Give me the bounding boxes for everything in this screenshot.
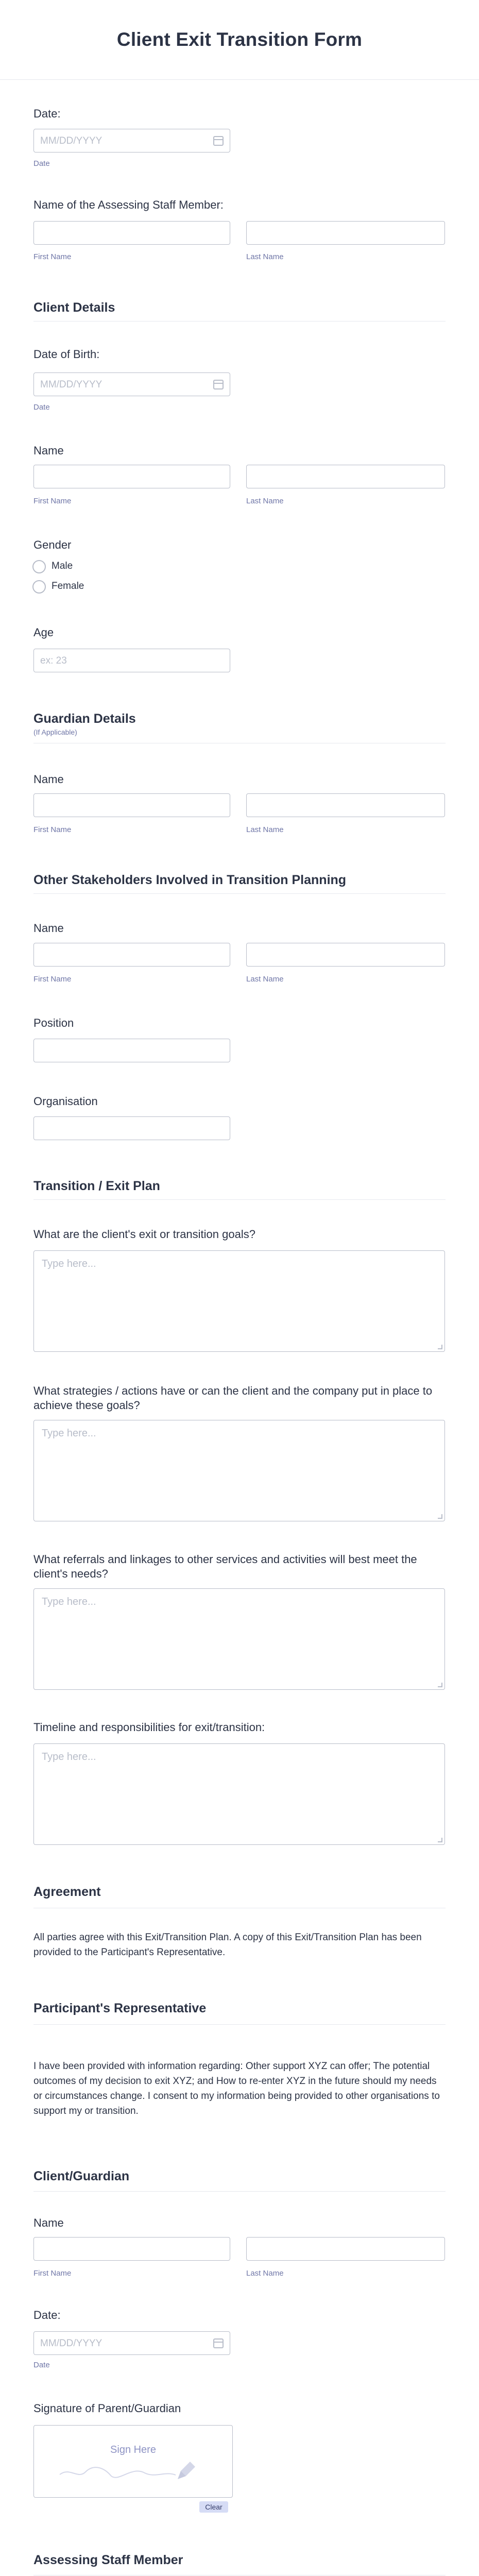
client-last-name-input[interactable] [246,465,445,488]
plan-heading: Transition / Exit Plan [33,1179,160,1193]
client-details-heading: Client Details [33,300,115,315]
date-placeholder: MM/DD/YYYY [40,135,102,146]
date-input[interactable] [33,129,230,152]
client-guardian-date-label: Date: [33,2309,61,2321]
plan-q2-label: What strategies / actions have or can the client and the company put in place to achieve these goals? [33,1384,433,1412]
date-placeholder: MM/DD/YYYY [40,2338,102,2349]
assessor-last-name-input[interactable] [246,221,445,245]
resize-handle-icon[interactable] [438,1514,442,1519]
organisation-input[interactable] [33,1116,230,1140]
last-name-sublabel: Last Name [246,252,284,261]
dob-sublabel: Date [33,403,50,412]
gender-female-label[interactable]: Female [52,581,84,591]
last-name-sublabel: Last Name [246,497,284,505]
guardian-first-name-input[interactable] [33,793,230,817]
textarea-placeholder: Type here... [42,1258,96,1269]
organisation-label: Organisation [33,1095,98,1108]
representative-text: I have been provided with information regarding: Other support XYZ can offer; The potential outcomes of my decision to exit XYZ; and How to re-enter XYZ in the future should my needs or circumstances change. I consent to my information being provided to other organisations to support my or transition. [33,2061,440,2116]
calendar-icon[interactable] [213,136,224,146]
guardian-signature-label: Signature of Parent/Guardian [33,2402,181,2415]
guardian-signature-clear-button[interactable]: Clear [199,2501,228,2513]
client-name-label: Name [33,444,64,457]
stakeholder-first-name-input[interactable] [33,943,230,967]
textarea-placeholder: Type here... [42,1751,96,1762]
assessor-first-name-input[interactable] [33,221,230,245]
client-guardian-heading: Client/Guardian [33,2169,130,2183]
calendar-icon[interactable] [213,380,224,389]
age-label: Age [33,626,54,639]
plan-q1-textarea[interactable] [33,1250,445,1352]
guardian-last-name-input[interactable] [246,793,445,817]
last-name-sublabel: Last Name [246,975,284,984]
dob-input[interactable] [33,372,230,396]
stakeholders-heading: Other Stakeholders Involved in Transition Planning [33,873,347,887]
representative-heading: Participant's Representative [33,2001,207,2015]
date-sublabel: Date [33,2361,50,2369]
client-guardian-date-input[interactable] [33,2331,230,2355]
client-guardian-first-name-input[interactable] [33,2237,230,2261]
stakeholder-name-label: Name [33,922,64,935]
assessor-label: Name of the Assessing Staff Member: [33,198,224,211]
age-placeholder: ex: 23 [40,655,67,666]
textarea-placeholder: Type here... [42,1596,96,1607]
first-name-sublabel: First Name [33,497,72,505]
client-first-name-input[interactable] [33,465,230,488]
calendar-icon[interactable] [213,2338,224,2348]
plan-q4-label: Timeline and responsibilities for exit/transition: [33,1721,265,1734]
textarea-placeholder: Type here... [42,1428,96,1439]
date-label: Date: [33,107,61,120]
position-label: Position [33,1016,74,1029]
first-name-sublabel: First Name [33,252,72,261]
guardian-signature-pad[interactable] [33,2425,233,2498]
guardian-subheading: (If Applicable) [33,728,77,736]
divider [33,2024,446,2025]
resize-handle-icon[interactable] [438,1345,442,1349]
date-sublabel: Date [33,159,50,168]
divider [33,1199,446,1200]
client-guardian-name-label: Name [33,2216,64,2229]
gender-female-radio[interactable] [32,580,46,594]
plan-q2-textarea[interactable] [33,1420,445,1521]
form-header [0,0,479,80]
plan-q3-label: What referrals and linkages to other services and activities will best meet the client's needs? [33,1553,417,1580]
age-input[interactable] [33,649,230,672]
plan-q1-label: What are the client's exit or transition goals? [33,1228,255,1241]
guardian-name-label: Name [33,773,64,786]
resize-handle-icon[interactable] [438,1683,442,1687]
form-title: Client Exit Transition Form [116,29,363,50]
gender-label: Gender [33,538,72,551]
gender-male-label[interactable]: Male [52,561,73,571]
assessing-heading: Assessing Staff Member [33,2553,183,2567]
agreement-text: All parties agree with this Exit/Transition Plan. A copy of this Exit/Transition Plan has been provided to the Participant's Representative. [33,1932,422,1958]
position-input[interactable] [33,1039,230,1062]
guardian-heading: Guardian Details [33,711,136,726]
plan-q3-textarea[interactable] [33,1588,445,1690]
client-guardian-last-name-input[interactable] [246,2237,445,2261]
sign-here-text: Sign Here [110,2444,156,2455]
divider [33,893,446,894]
dob-placeholder: MM/DD/YYYY [40,379,102,390]
last-name-sublabel: Last Name [246,2269,284,2278]
first-name-sublabel: First Name [33,975,72,984]
first-name-sublabel: First Name [33,825,72,834]
signature-pen-icon [55,2451,209,2487]
stakeholder-last-name-input[interactable] [246,943,445,967]
divider [33,2191,446,2192]
dob-label: Date of Birth: [33,348,100,361]
agreement-heading: Agreement [33,1885,101,1899]
first-name-sublabel: First Name [33,2269,72,2278]
plan-q4-textarea[interactable] [33,1743,445,1845]
last-name-sublabel: Last Name [246,825,284,834]
resize-handle-icon[interactable] [438,1838,442,1842]
gender-male-radio[interactable] [32,560,46,573]
